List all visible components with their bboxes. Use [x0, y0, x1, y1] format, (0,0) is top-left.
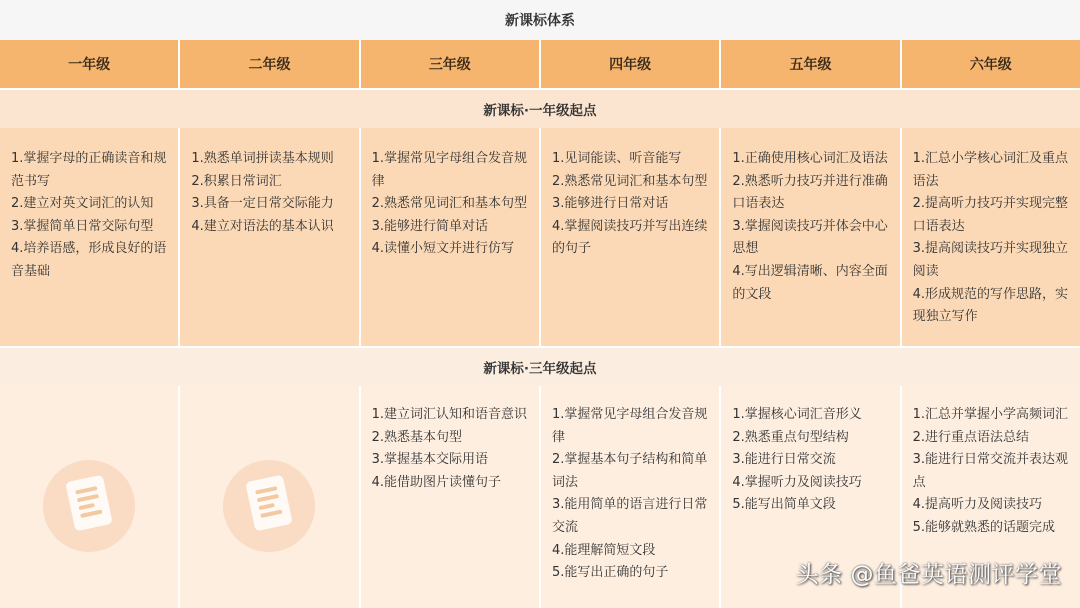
goal-item: 2.掌握基本句子结构和简单词法 [551, 452, 708, 490]
section2-cell-grade-4 [541, 386, 719, 608]
goal-item: 2.熟悉常见词汇和基本句型 [551, 173, 708, 189]
goal-item: 1.见词能读、听音能写 [551, 151, 682, 166]
document-placeholder-icon [43, 460, 135, 552]
goal-item: 4.提高听力及阅读技巧 [912, 497, 1043, 513]
goal-item: 2.熟悉重点句型结构 [732, 429, 849, 445]
goal-item: 1.熟悉单词拼读基本规则 [191, 151, 334, 166]
goal-item: 4.建立对语法的基本认识 [191, 218, 334, 234]
goal-item: 3.能够进行简单对话 [371, 218, 489, 234]
section1-cell-grade-4 [541, 128, 719, 346]
section2-cell-grade-1 [0, 386, 178, 608]
section1-cell-grade-1 [0, 128, 178, 346]
goal-item: 2.进行重点语法总结 [912, 429, 1030, 445]
goal-item: 1.汇总并掌握小学高频词汇 [912, 407, 1069, 422]
goal-item: 4.培养语感，形成良好的语音基础 [11, 241, 167, 279]
section-header-grade1-start: 新课标·一年级起点 [0, 90, 1080, 128]
goal-item: 3.掌握基本交际用语 [371, 452, 489, 468]
goal-item: 2.建立对英文词汇的认知 [11, 196, 154, 212]
goal-item: 4.掌握阅读技巧并写出连续的句子 [551, 218, 708, 257]
section1-cell-grade-6 [902, 128, 1080, 346]
section1-cell-grade-5 [721, 128, 899, 346]
goal-item: 4.能借助图片读懂句子 [371, 474, 502, 490]
goal-item: 1.掌握常见字母组合发音规律 [551, 407, 708, 445]
section2-cell-grade-2 [180, 386, 358, 608]
grade-header-row [0, 40, 1080, 88]
goal-item: 3.能用简单的语言进行日常交流 [551, 497, 708, 535]
goal-item: 3.能进行日常交流并表达观点 [912, 452, 1069, 490]
goal-item: 2.熟悉常见词汇和基本句型 [371, 196, 528, 212]
goal-item: 4.能理解简短文段 [551, 542, 656, 558]
goal-item: 2.熟悉基本句型 [371, 429, 463, 445]
goal-item: 1.掌握核心词汇音形义 [732, 407, 862, 422]
document-placeholder-icon [223, 460, 315, 552]
grade-header-6: 六年级 [902, 40, 1080, 88]
goal-item: 1.建立词汇认知和语音意识 [371, 407, 528, 422]
goal-item: 4.写出逻辑清晰、内容全面的文段 [732, 263, 888, 302]
goal-item: 3.掌握简单日常交际句型 [11, 218, 154, 234]
goal-item: 2.提高听力技巧并实现完整口语表达 [912, 196, 1069, 234]
goal-item: 1.掌握常见字母组合发音规律 [371, 151, 528, 189]
grade-header-4: 四年级 [541, 40, 719, 88]
goal-item: 1.正确使用核心词汇及语法 [732, 151, 888, 166]
section1-cell-grade-2 [180, 128, 358, 346]
goal-item: 3.具备一定日常交际能力 [191, 196, 334, 212]
grade-header-2: 二年级 [180, 40, 358, 88]
goal-item: 5.能写出简单文段 [732, 497, 836, 513]
goal-item: 5.能写出正确的句子 [551, 565, 669, 581]
watermark: 头条 @鱼爸英语测评学堂 [795, 562, 1062, 588]
goal-item: 1.掌握字母的正确读音和规范书写 [11, 151, 167, 189]
section1-cell-grade-3 [361, 128, 539, 346]
goal-item: 4.形成规范的写作思路，实现独立写作 [912, 286, 1069, 325]
section1-content-row [0, 128, 1080, 346]
goal-item: 2.积累日常词汇 [191, 173, 282, 189]
table-title: 新课标体系 [0, 0, 1080, 40]
goal-item: 4.读懂小短文并进行仿写 [371, 241, 515, 257]
goal-item: 2.熟悉听力技巧并进行准确口语表达 [732, 173, 888, 212]
grade-header-3: 三年级 [361, 40, 539, 88]
goal-item: 3.掌握阅读技巧并体会中心思想 [732, 218, 888, 257]
goal-item: 3.能够进行日常对话 [551, 196, 669, 212]
grade-header-5: 五年级 [721, 40, 899, 88]
goal-item: 4.掌握听力及阅读技巧 [732, 474, 862, 490]
grade-header-1: 一年级 [0, 40, 178, 88]
section2-cell-grade-3 [361, 386, 539, 608]
section-header-grade3-start: 新课标·三年级起点 [0, 348, 1080, 386]
goal-item: 3.提高阅读技巧并实现独立阅读 [912, 241, 1069, 279]
goal-item: 5.能够就熟悉的话题完成 [912, 519, 1056, 535]
goal-item: 1.汇总小学核心词汇及重点语法 [912, 151, 1069, 189]
goal-item: 3.能进行日常交流 [732, 452, 836, 468]
